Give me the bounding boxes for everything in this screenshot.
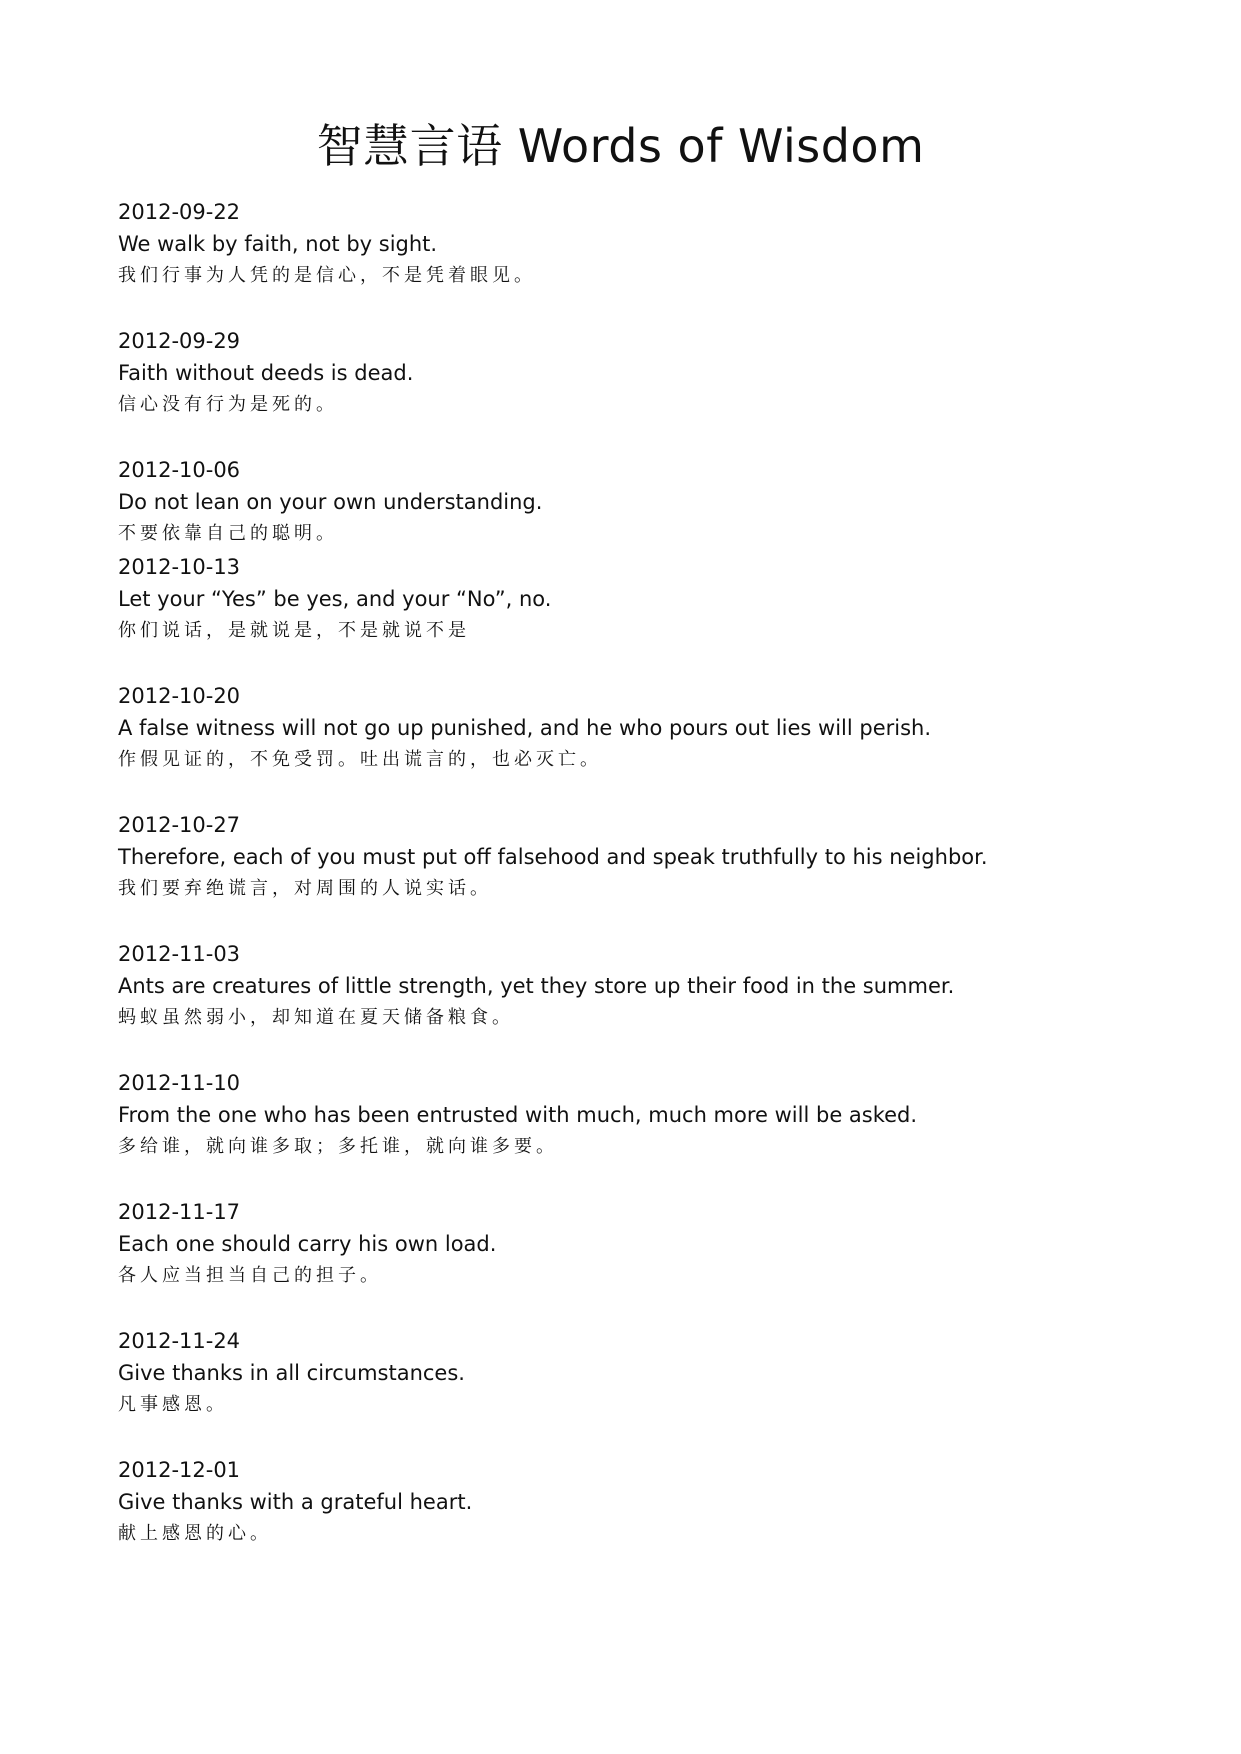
entry-item xyxy=(118,325,1158,454)
entry-date: 2012-09-22 xyxy=(118,200,241,224)
entry-chinese: 我们行事为人凭的是信心，不是凭着眼见。 xyxy=(118,265,536,286)
entry-item xyxy=(118,680,1158,809)
entry-chinese: 献上感恩的心。 xyxy=(118,1523,272,1544)
entry-item xyxy=(118,1196,1158,1325)
entry-date: 2012-10-27 xyxy=(118,813,241,837)
entry-english: A false witness will not go up punished, and he who pours out lies will perish. xyxy=(118,716,932,740)
entry-english: Do not lean on your own understanding. xyxy=(118,490,543,514)
entry-date: 2012-11-10 xyxy=(118,1071,241,1095)
entry-english: Faith without deeds is dead. xyxy=(118,361,414,385)
entry-chinese: 不要依靠自己的聪明。 xyxy=(118,523,338,544)
entry-item xyxy=(118,809,1158,938)
entry-item xyxy=(118,938,1158,1067)
entry-date: 2012-11-24 xyxy=(118,1329,241,1353)
entry-english: Ants are creatures of little strength, yet they store up their food in the summer. xyxy=(118,974,955,998)
entry-date: 2012-11-03 xyxy=(118,942,241,966)
entry-item xyxy=(118,1325,1158,1454)
entry-chinese: 凡事感恩。 xyxy=(118,1394,228,1415)
entry-item xyxy=(118,454,1158,551)
entry-list xyxy=(118,196,1158,1583)
entry-item xyxy=(118,1067,1158,1196)
entry-chinese: 作假见证的，不免受罚。吐出谎言的，也必灭亡。 xyxy=(118,749,602,770)
entry-english: Therefore, each of you must put off falsehood and speak truthfully to his neighbor. xyxy=(118,845,988,869)
entry-date: 2012-09-29 xyxy=(118,329,241,353)
entry-date: 2012-10-06 xyxy=(118,458,241,482)
entry-chinese: 多给谁，就向谁多取；多托谁，就向谁多要。 xyxy=(118,1136,558,1157)
entry-chinese: 各人应当担当自己的担子。 xyxy=(118,1265,382,1286)
entry-date: 2012-10-13 xyxy=(118,555,241,579)
entry-english: From the one who has been entrusted with much, much more will be asked. xyxy=(118,1103,918,1127)
entry-chinese: 我们要弃绝谎言，对周围的人说实话。 xyxy=(118,878,492,899)
entry-item xyxy=(118,1454,1158,1583)
entry-english: Let your “Yes” be yes, and your “No”, no. xyxy=(118,587,552,611)
entry-date: 2012-10-20 xyxy=(118,684,241,708)
entry-english: Each one should carry his own load. xyxy=(118,1232,497,1256)
entry-date: 2012-11-17 xyxy=(118,1200,241,1224)
entry-chinese: 蚂蚁虽然弱小，却知道在夏天储备粮食。 xyxy=(118,1007,514,1028)
entry-chinese: 你们说话，是就说是，不是就说不是 xyxy=(118,620,470,641)
entry-item xyxy=(118,551,1158,680)
entry-date: 2012-12-01 xyxy=(118,1458,241,1482)
entry-english: We walk by faith, not by sight. xyxy=(118,232,438,256)
entry-english: Give thanks in all circumstances. xyxy=(118,1361,465,1385)
entry-chinese: 信心没有行为是死的。 xyxy=(118,394,338,415)
entry-english: Give thanks with a grateful heart. xyxy=(118,1490,473,1514)
page-title: 智慧言语 Words of Wisdom xyxy=(316,119,925,173)
entry-item xyxy=(118,196,1158,325)
